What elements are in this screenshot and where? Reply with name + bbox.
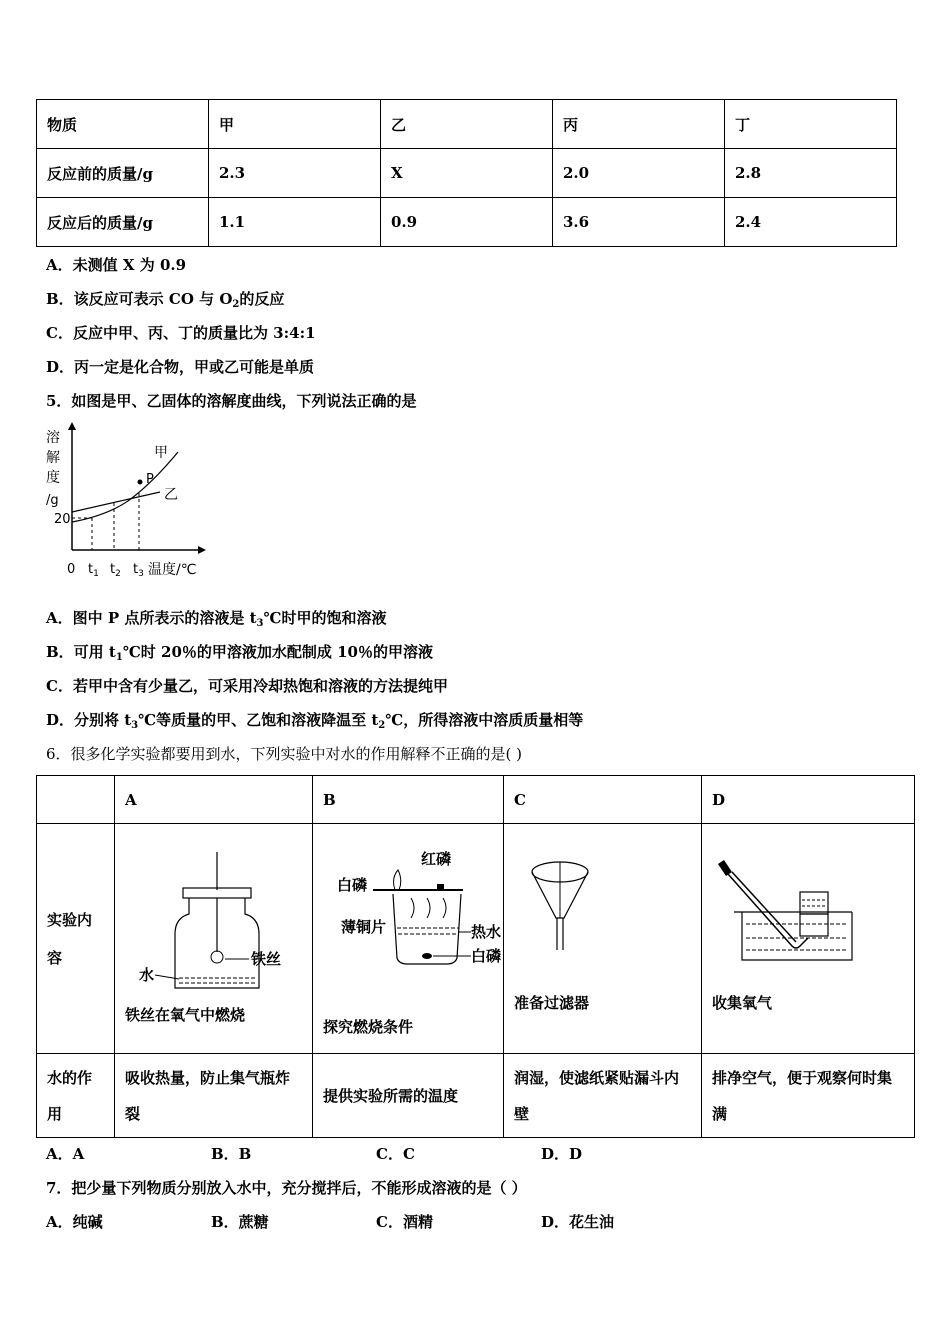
role-c: 润湿，使滤纸紧贴漏斗内壁 <box>504 1054 702 1138</box>
cell-d <box>702 824 915 1054</box>
table-row <box>37 1054 915 1138</box>
table-cell: 丁 <box>725 100 897 149</box>
tick-t2-main: t <box>110 562 116 577</box>
table-header-row <box>37 776 915 824</box>
q5-stem: 5．如图是甲、乙固体的溶解度曲线，下列说法正确的是 <box>46 392 417 410</box>
experiment-table <box>36 775 915 1138</box>
jar-submerged <box>800 914 828 936</box>
q4-option-d: D．丙一定是化合物，甲或乙可能是单质 <box>46 358 315 376</box>
gas-jar <box>800 892 828 914</box>
role-b: 提供实验所需的温度 <box>313 1054 504 1138</box>
text: ℃时 20％的甲溶液加水配制成 10％的甲溶液 <box>122 643 433 661</box>
table-row <box>37 198 897 247</box>
table-cell: C <box>504 776 702 824</box>
subscript: 2 <box>378 720 386 731</box>
table-row <box>37 149 897 198</box>
label-bailin: 白磷 <box>337 876 368 894</box>
spark-icon <box>211 951 223 963</box>
label-yi: 乙 <box>164 487 178 503</box>
origin-label: 0 <box>67 562 76 577</box>
q7-option-d: D．花生油 <box>541 1213 615 1231</box>
tick-t3 <box>133 562 144 579</box>
tick-t3-sub: 3 <box>138 569 144 579</box>
row-label: 水的作用 <box>37 1054 115 1138</box>
table-cell: D <box>702 776 915 824</box>
y-tick-20: 20 <box>54 512 71 527</box>
q5-option-d <box>46 709 583 731</box>
flame-icon <box>394 870 401 890</box>
red-phosphorus <box>437 884 444 890</box>
table-cell: 物质 <box>37 100 209 149</box>
q7-option-b: B．蔗糖 <box>211 1213 269 1231</box>
y-label-1: 溶 <box>46 430 60 446</box>
q4-option-c: C．反应中甲、丙、丁的质量比为 3:4:1 <box>46 324 316 342</box>
iron-burning-figure <box>115 842 300 1012</box>
tick-t2-sub: 2 <box>115 569 121 579</box>
funnel-figure <box>524 858 604 958</box>
tick-t1 <box>88 562 99 579</box>
tube-end <box>718 860 732 876</box>
subscript: 3 <box>256 618 264 629</box>
text: ℃等质量的甲、乙饱和溶液降温至 t <box>138 711 379 729</box>
table-cell: B <box>313 776 504 824</box>
table-row <box>37 824 915 1054</box>
label-honglin: 红磷 <box>421 850 452 868</box>
mass-table <box>36 99 897 247</box>
table-header-row <box>37 100 897 149</box>
table-cell: 反应后的质量/g <box>37 198 209 247</box>
y-arrow-icon <box>68 422 76 430</box>
tick-t2 <box>110 562 121 579</box>
text: B．该反应可表示 CO 与 O <box>46 290 233 308</box>
text: ℃时甲的饱和溶液 <box>263 609 387 627</box>
table-cell: 丙 <box>553 100 725 149</box>
table-cell: 0.9 <box>381 198 553 247</box>
caption-a: 铁丝在氧气中燃烧 <box>125 1006 246 1024</box>
collect-oxygen-figure <box>712 854 862 974</box>
subscript: 1 <box>115 652 123 663</box>
table-cell: 甲 <box>209 100 381 149</box>
label-tie: 铁丝 <box>251 950 282 968</box>
label-tong: 薄铜片 <box>341 918 387 936</box>
combustion-figure <box>313 838 502 978</box>
cell-a <box>115 824 313 1054</box>
table-cell: 1.1 <box>209 198 381 247</box>
tick-t3-main: t <box>133 562 139 577</box>
curve-yi <box>72 492 160 512</box>
white-phosphorus-water <box>422 953 432 959</box>
cell-b <box>313 824 504 1054</box>
x-arrow-icon <box>198 546 206 554</box>
text: 的反应 <box>239 290 285 308</box>
table-cell <box>37 776 115 824</box>
role-a: 吸收热量，防止集气瓶炸裂 <box>115 1054 313 1138</box>
table-cell: 反应前的质量/g <box>37 149 209 198</box>
table-cell: 2.4 <box>725 198 897 247</box>
table-cell: 2.8 <box>725 149 897 198</box>
q6-stem: 6．很多化学实验都要用到水，下列实验中对水的作用解释不正确的是( ) <box>46 745 523 763</box>
q7-option-c: C．酒精 <box>376 1213 433 1231</box>
q7-option-a: A．纯碱 <box>46 1213 103 1231</box>
table-cell: 2.3 <box>209 149 381 198</box>
label-p: P <box>146 472 154 487</box>
table-cell: 3.6 <box>553 198 725 247</box>
caption-c: 准备过滤器 <box>514 994 590 1012</box>
row-label: 实验内容 <box>37 824 115 1054</box>
q4-option-b <box>46 288 284 310</box>
label-shui: 水 <box>139 966 155 984</box>
text: ℃，所得溶液中溶质质量相等 <box>385 711 584 729</box>
q5-option-a <box>46 607 386 629</box>
text: A．图中 P 点所表示的溶液是 t <box>46 609 257 627</box>
text: D．分别将 t <box>46 711 132 729</box>
q6-option-a: A．A <box>46 1145 85 1163</box>
label-reshui: 热水 <box>471 923 502 941</box>
q5-option-c: C．若甲中含有少量乙，可采用冷却热饱和溶液的方法提纯甲 <box>46 677 448 695</box>
caption-d: 收集氧气 <box>712 994 773 1012</box>
y-label-3: 度 <box>46 470 60 486</box>
subscript: 3 <box>131 720 139 731</box>
cell-c <box>504 824 702 1054</box>
caption-b: 探究燃烧条件 <box>323 1018 414 1036</box>
table-cell: 乙 <box>381 100 553 149</box>
table-cell: X <box>381 149 553 198</box>
q4-option-a: A．未测值 X 为 0.9 <box>46 256 187 274</box>
label-jia: 甲 <box>154 445 168 461</box>
q5-option-b <box>46 641 433 663</box>
subscript: 2 <box>232 299 240 310</box>
table-cell: 2.0 <box>553 149 725 198</box>
steam-icon <box>411 898 446 918</box>
q7-stem: 7．把少量下列物质分别放入水中，充分搅拌后，不能形成溶液的是（ ） <box>46 1179 527 1197</box>
x-label: 温度/℃ <box>148 562 197 578</box>
table-cell: A <box>115 776 313 824</box>
q6-option-d: D．D <box>541 1145 583 1163</box>
q6-option-b: B．B <box>211 1145 252 1163</box>
solubility-graph <box>40 420 220 585</box>
y-label-4: /g <box>46 493 59 508</box>
label-bailin2: 白磷 <box>471 947 502 965</box>
y-label-2: 解 <box>46 450 60 466</box>
curve-jia <box>72 452 178 522</box>
q6-option-c: C．C <box>376 1145 415 1163</box>
role-d: 排净空气，便于观察何时集满 <box>702 1054 915 1138</box>
text: B．可用 t <box>46 643 116 661</box>
tick-t1-sub: 1 <box>93 569 99 579</box>
point-p <box>138 480 143 485</box>
water-trough <box>742 912 852 960</box>
tick-t1-main: t <box>88 562 94 577</box>
